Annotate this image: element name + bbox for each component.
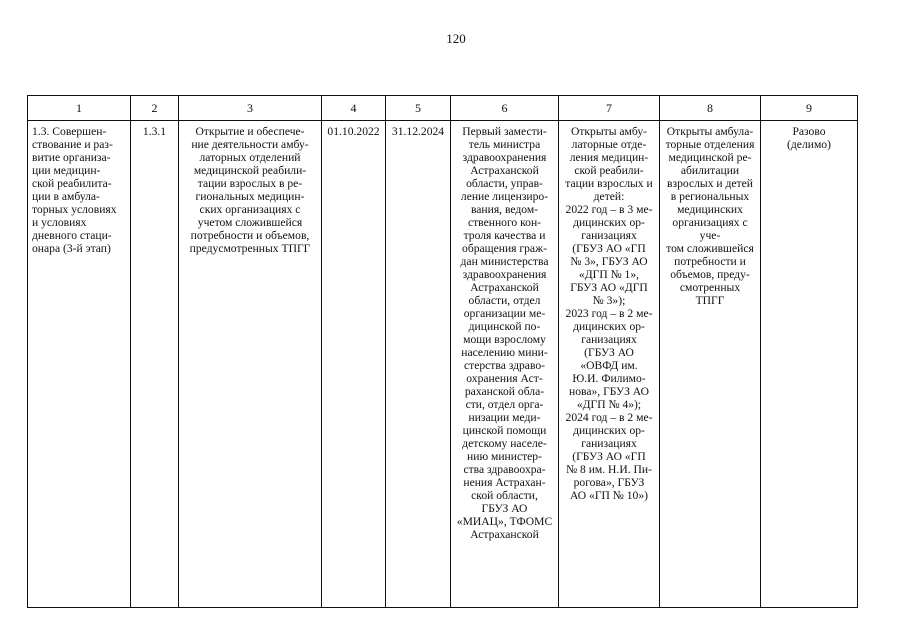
result-text: Открыты амбу- латорные отде- ления медицин- ской реабили- тации взрослых и детей: 2022 год – в 3 ме- дицинских ор- ганизациях (ГБУЗ АО «ГП № 3», ГБУЗ АО «ДГП № 1», ГБУЗ АО «ДГП № 3»); 2023 год – в 2 ме- дицинских ор- ганизациях (ГБУЗ АО «ОВФД им. Ю.И. Филимо- нова», ГБУЗ АО «ДГП № 4»); 2024 год – в 2 ме- дицинских ор- ганизациях (ГБУЗ АО «ГП № 8 им. Н.И. Пи- рогова», ГБУЗ АО «ГП № 10»): [565, 125, 653, 502]
item-number-text: 1.3.1: [142, 125, 167, 138]
end-date-text: 31.12.2024: [391, 125, 445, 138]
header-col-7: 7: [559, 96, 660, 121]
header-col-8: 8: [660, 96, 761, 121]
indicator-text: Открыты амбула- торные отделения медицинской ре- абилитации взрослых и детей в региональных медицинских организациях с уче- том сложившейся потребности и объемов, преду- смотренных ТПГГ: [665, 125, 755, 307]
header-col-3: 3: [179, 96, 322, 121]
cell-activity: [179, 121, 322, 608]
header-col-5: 5: [386, 96, 451, 121]
cell-frequency: [761, 121, 858, 608]
cell-indicator: [660, 121, 761, 608]
header-col-6: 6: [451, 96, 559, 121]
cell-start-date: [322, 121, 386, 608]
task-name-text: 1.3. Совершен- ствование и раз- витие организа- ции медицин- ской реабилита- ции в амбула- торных условиях и условиях дневного стаци- онара (3-й этап): [32, 125, 117, 255]
start-date-text: 01.10.2022: [327, 125, 380, 138]
page-number: 120: [446, 31, 466, 46]
cell-result: [559, 121, 660, 608]
cell-task-name: [28, 121, 131, 608]
cell-item-number: [131, 121, 179, 608]
header-row: [28, 96, 858, 121]
frequency-text: Разово (делимо): [787, 125, 831, 151]
plan-table: [27, 95, 858, 608]
header-col-1: 1: [28, 96, 131, 121]
cell-responsible: [451, 121, 559, 608]
header-col-2: 2: [131, 96, 179, 121]
header-col-9: 9: [761, 96, 858, 121]
cell-end-date: [386, 121, 451, 608]
header-col-4: 4: [322, 96, 386, 121]
activity-text: Открытие и обеспече- ние деятельности амбу- латорных отделений медицинской реабили- тации взрослых в ре- гиональных медицин- ских организациях с учетом сложившейся потребности и объемов, предусмотренных ТПГГ: [189, 125, 311, 255]
table-row: [28, 121, 858, 608]
responsible-text: Первый замести- тель министра здравоохранения Астраханской области, управ- ление лицензиро- вания, ведом- ственного кон- троля качества и обращения граж- дан министерства здравоохранения Астраханской области, отдел организации ме- дицинской по- мощи взрослому населению мини- стерства здраво- охранения Аст- раханской обла- сти, отдел орга- низации меди- цинской помощи детскому населе- нию министер- ства здравоохра- нения Астрахан- ской области, ГБУЗ АО «МИАЦ», ТФОМС Астраханской: [456, 125, 553, 541]
